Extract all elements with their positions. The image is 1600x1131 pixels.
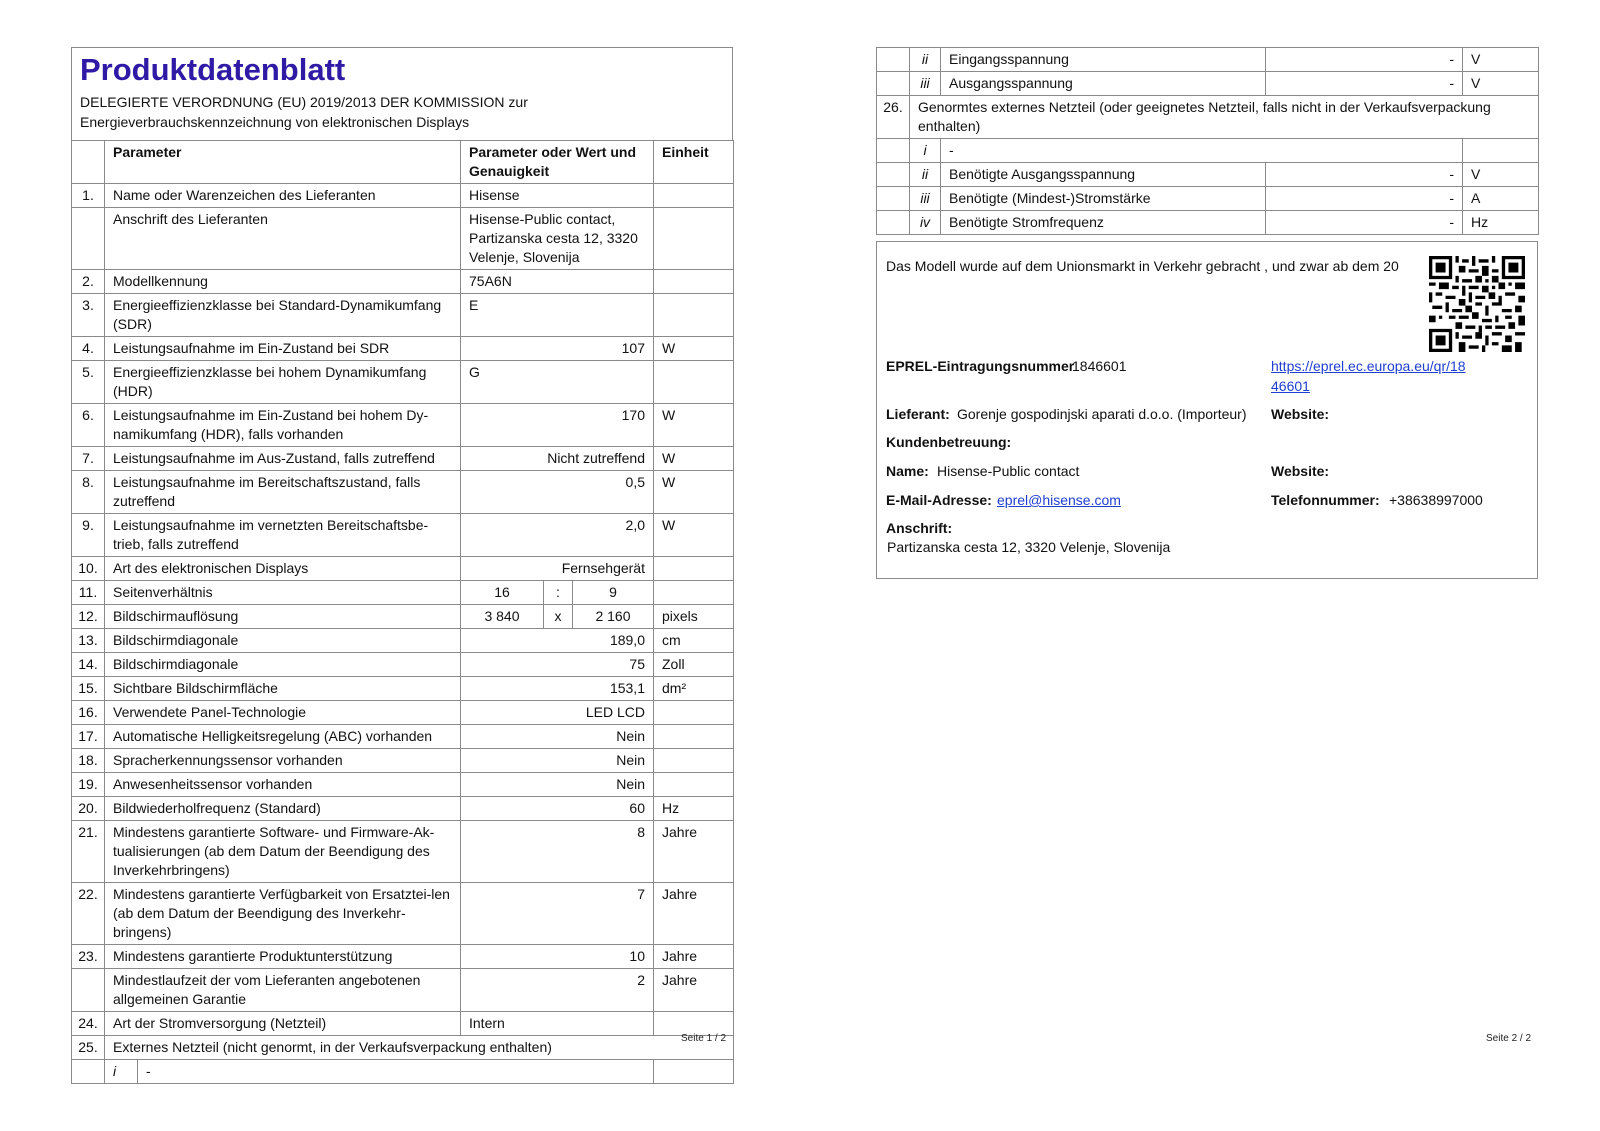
row-value: 75	[461, 653, 654, 677]
row-value: -	[1266, 72, 1463, 96]
row-unit	[654, 749, 734, 773]
row-number: 2.	[72, 270, 105, 294]
row-value: Hisense-Public contact, Partizanska cesta 12, 3320 Velenje, Slovenija	[461, 208, 654, 270]
row-param: Seitenverhältnis	[105, 581, 461, 605]
row-value: LED LCD	[461, 701, 654, 725]
table-row	[72, 471, 734, 514]
row-unit: dm²	[654, 677, 734, 701]
table-row	[72, 677, 734, 701]
resolution-separator: x	[544, 605, 573, 629]
subtitle-line-1: DELEGIERTE VERORDNUNG (EU) 2019/2013 DER KOMMISSION zur	[80, 94, 528, 110]
row-number	[877, 211, 910, 235]
table-row	[72, 749, 734, 773]
row-value: Nein	[461, 773, 654, 797]
row-unit: pixels	[654, 605, 734, 629]
row-number: 13.	[72, 629, 105, 653]
row-value: 107	[461, 337, 654, 361]
aspect-height: 9	[573, 581, 654, 605]
row-number: 4.	[72, 337, 105, 361]
row-value: 2,0	[461, 514, 654, 557]
row-param: Mindestens garantierte Verfügbarkeit von Ersatztei-len (ab dem Datum der Beendigung des Inverkehr-bringens)	[105, 883, 461, 945]
row-number: 7.	[72, 447, 105, 471]
regulation-subtitle	[80, 92, 724, 132]
table-row	[72, 797, 734, 821]
row-unit: W	[654, 404, 734, 447]
phone-value: +38638997000	[1389, 492, 1483, 508]
row-param: Leistungsaufnahme im Ein-Zustand bei SDR	[105, 337, 461, 361]
row-number: 10.	[72, 557, 105, 581]
table-row	[72, 447, 734, 471]
row-param: Modellkennung	[105, 270, 461, 294]
row-number: 24.	[72, 1012, 105, 1036]
sub-index: ii	[910, 163, 941, 187]
table-row	[72, 653, 734, 677]
row-value: 60	[461, 797, 654, 821]
row-param: Benötigte (Mindest-)Stromstärke	[941, 187, 1266, 211]
row-value: Nein	[461, 749, 654, 773]
table-row	[72, 1060, 734, 1084]
row-unit	[654, 581, 734, 605]
eprel-info-box	[876, 241, 1538, 579]
row-param: Leistungsaufnahme im Aus-Zustand, falls zutreffend	[105, 447, 461, 471]
phone-label: Telefonnummer:	[1271, 492, 1380, 508]
row-number: 1.	[72, 184, 105, 208]
row-value: 75A6N	[461, 270, 654, 294]
table-row	[72, 337, 734, 361]
table-row	[877, 187, 1539, 211]
row-value: 0,5	[461, 471, 654, 514]
row-param: Benötigte Stromfrequenz	[941, 211, 1266, 235]
table-row	[72, 1012, 734, 1036]
row-unit: A	[1463, 187, 1539, 211]
website-label-2: Website:	[1271, 463, 1330, 479]
row-unit	[654, 773, 734, 797]
table-row	[72, 514, 734, 557]
row-unit: W	[654, 447, 734, 471]
row-number: 8.	[72, 471, 105, 514]
table-row	[72, 184, 734, 208]
table-row	[72, 581, 734, 605]
row-param: Sichtbare Bildschirmfläche	[105, 677, 461, 701]
row-number	[877, 72, 910, 96]
address-value: Partizanska cesta 12, 3320 Velenje, Slovenija	[887, 539, 1171, 555]
row-unit	[654, 725, 734, 749]
row-unit: V	[1463, 72, 1539, 96]
eprel-number: 1846601	[1072, 358, 1127, 374]
row-number: 22.	[72, 883, 105, 945]
eprel-link-line-1[interactable]: https://eprel.ec.europa.eu/qr/18	[1271, 358, 1466, 374]
row-param: Leistungsaufnahme im vernetzten Bereitschaftsbe-trieb, falls zutreffend	[105, 514, 461, 557]
name-value: Hisense-Public contact	[937, 463, 1080, 479]
row-param: Mindestlaufzeit der vom Lieferanten angebotenen allgemeinen Garantie	[105, 969, 461, 1012]
row-param: -	[138, 1060, 654, 1084]
row-param: Mindestens garantierte Software- und Firmware-Ak-tualisierungen (ab dem Datum der Beendigung des Inverkehrbringens)	[105, 821, 461, 883]
name-label: Name:	[886, 463, 929, 479]
row-number: 11.	[72, 581, 105, 605]
row-number	[72, 1060, 105, 1084]
table-row	[72, 557, 734, 581]
row-param: Genormtes externes Netzteil (oder geeignetes Netzteil, falls nicht in der Verkaufsverpackung enthalten)	[910, 96, 1539, 139]
row-value: -	[1266, 211, 1463, 235]
resolution-width: 3 840	[461, 605, 544, 629]
table-row	[72, 883, 734, 945]
row-number: 25.	[72, 1036, 105, 1060]
row-number: 15.	[72, 677, 105, 701]
row-param: Art der Stromversorgung (Netzteil)	[105, 1012, 461, 1036]
aspect-separator: :	[544, 581, 573, 605]
row-param: Bildschirmdiagonale	[105, 653, 461, 677]
resolution-height: 2 160	[573, 605, 654, 629]
row-value: 8	[461, 821, 654, 883]
row-unit	[654, 701, 734, 725]
sub-index: ii	[910, 48, 941, 72]
table-row	[72, 701, 734, 725]
row-unit	[654, 270, 734, 294]
row-param: Leistungsaufnahme im Bereitschaftszustand, falls zutreffend	[105, 471, 461, 514]
row-number	[877, 48, 910, 72]
row-unit	[1463, 139, 1539, 163]
customer-service-label: Kundenbetreuung:	[886, 434, 1012, 450]
row-number	[72, 969, 105, 1012]
table-row	[72, 605, 734, 629]
table-header-row	[72, 141, 734, 184]
table-row	[877, 96, 1539, 139]
supplier-value: Gorenje gospodinjski aparati d.o.o. (Importeur)	[957, 406, 1247, 422]
row-unit: Jahre	[654, 945, 734, 969]
qr-code-icon[interactable]	[1429, 256, 1525, 352]
row-number: 5.	[72, 361, 105, 404]
table-row	[72, 821, 734, 883]
row-param: Anwesenheitssensor vorhanden	[105, 773, 461, 797]
page-footer-1: Seite 1 / 2	[681, 1033, 727, 1044]
row-value: 2	[461, 969, 654, 1012]
page-title: Produktdatenblatt	[80, 52, 346, 87]
row-value: E	[461, 294, 654, 337]
eprel-link[interactable]	[1271, 356, 1466, 396]
row-number: 26.	[877, 96, 910, 139]
row-number	[72, 208, 105, 270]
row-number: 14.	[72, 653, 105, 677]
table-row	[72, 969, 734, 1012]
power-supply-table	[876, 47, 1539, 235]
row-value: 189,0	[461, 629, 654, 653]
sub-index: i	[910, 139, 941, 163]
table-row	[72, 270, 734, 294]
row-number: 3.	[72, 294, 105, 337]
row-number: 20.	[72, 797, 105, 821]
row-value: 10	[461, 945, 654, 969]
row-param: Anschrift des Lieferanten	[105, 208, 461, 270]
row-param: Art des elektronischen Displays	[105, 557, 461, 581]
row-number: 21.	[72, 821, 105, 883]
row-unit	[654, 557, 734, 581]
row-number: 17.	[72, 725, 105, 749]
subtitle-line-2: Energieverbrauchskennzeichnung von elektronischen Displays	[80, 114, 470, 130]
row-param: Bildwiederholfrequenz (Standard)	[105, 797, 461, 821]
page-2	[876, 47, 1538, 235]
sub-index: iv	[910, 211, 941, 235]
supplier-label: Lieferant:	[886, 406, 950, 422]
row-unit: Hz	[1463, 211, 1539, 235]
sub-index: iii	[910, 187, 941, 211]
eprel-label: EPREL-Eintragungsnummer	[886, 358, 1075, 374]
table-row	[877, 163, 1539, 187]
row-unit: Jahre	[654, 883, 734, 945]
row-param: Verwendete Panel-Technologie	[105, 701, 461, 725]
row-unit	[654, 208, 734, 270]
table-row	[72, 361, 734, 404]
row-value: Nicht zutreffend	[461, 447, 654, 471]
row-number: 19.	[72, 773, 105, 797]
row-unit: W	[654, 514, 734, 557]
row-unit: Jahre	[654, 969, 734, 1012]
page-1	[71, 47, 733, 1084]
row-number: 6.	[72, 404, 105, 447]
table-row	[72, 294, 734, 337]
row-unit: cm	[654, 629, 734, 653]
row-number: 16.	[72, 701, 105, 725]
row-value: 170	[461, 404, 654, 447]
row-param: Spracherkennungssensor vorhanden	[105, 749, 461, 773]
table-row	[877, 72, 1539, 96]
table-row	[72, 945, 734, 969]
row-number: 18.	[72, 749, 105, 773]
header-unit: Einheit	[654, 141, 734, 184]
row-value: -	[1266, 48, 1463, 72]
product-data-table	[71, 140, 734, 1084]
row-number: 9.	[72, 514, 105, 557]
eprel-link-line-2[interactable]: 46601	[1271, 378, 1310, 394]
row-unit	[654, 184, 734, 208]
row-unit: V	[1463, 48, 1539, 72]
table-row	[72, 773, 734, 797]
row-value: G	[461, 361, 654, 404]
row-unit	[654, 1012, 734, 1036]
table-row	[877, 48, 1539, 72]
row-param: Bildschirmauflösung	[105, 605, 461, 629]
table-row	[72, 404, 734, 447]
sheet-header	[71, 47, 733, 140]
row-value: 153,1	[461, 677, 654, 701]
row-number	[877, 187, 910, 211]
row-param: Energieeffizienzklasse bei Standard-Dynamikumfang (SDR)	[105, 294, 461, 337]
table-row	[877, 211, 1539, 235]
row-param: Leistungsaufnahme im Ein-Zustand bei hohem Dy-namikumfang (HDR), falls vorhanden	[105, 404, 461, 447]
row-param: Automatische Helligkeitsregelung (ABC) vorhanden	[105, 725, 461, 749]
table-row	[877, 139, 1539, 163]
row-number	[877, 139, 910, 163]
table-row	[72, 629, 734, 653]
row-value: Nein	[461, 725, 654, 749]
row-number: 23.	[72, 945, 105, 969]
row-unit: W	[654, 337, 734, 361]
table-row	[72, 725, 734, 749]
row-unit: Jahre	[654, 821, 734, 883]
row-value: 7	[461, 883, 654, 945]
row-value: -	[1266, 163, 1463, 187]
address-label: Anschrift:	[886, 520, 953, 536]
row-unit: Hz	[654, 797, 734, 821]
market-date-text: Das Modell wurde auf dem Unionsmarkt in Verkehr gebracht , und zwar ab dem 20	[886, 258, 1399, 274]
aspect-width: 16	[461, 581, 544, 605]
row-param: Bildschirmdiagonale	[105, 629, 461, 653]
row-unit	[654, 294, 734, 337]
sub-index: i	[105, 1060, 138, 1084]
row-value: -	[1266, 187, 1463, 211]
row-param: Mindestens garantierte Produktunterstützung	[105, 945, 461, 969]
row-param: Energieeffizienzklasse bei hohem Dynamikumfang (HDR)	[105, 361, 461, 404]
row-value: Intern	[461, 1012, 654, 1036]
table-row	[72, 208, 734, 270]
row-param: Benötigte Ausgangsspannung	[941, 163, 1266, 187]
table-row	[72, 1036, 734, 1060]
row-param: -	[941, 139, 1463, 163]
header-param: Parameter	[105, 141, 461, 184]
header-value: Parameter oder Wert und Genauigkeit	[461, 141, 654, 184]
row-unit: Zoll	[654, 653, 734, 677]
website-label: Website:	[1271, 406, 1330, 422]
row-unit	[654, 1060, 734, 1084]
row-unit: W	[654, 471, 734, 514]
row-value: Hisense	[461, 184, 654, 208]
page-footer-2: Seite 2 / 2	[1486, 1033, 1532, 1044]
row-param: Name oder Warenzeichen des Lieferanten	[105, 184, 461, 208]
row-unit: V	[1463, 163, 1539, 187]
email-link[interactable]: eprel@hisense.com	[997, 492, 1121, 508]
sub-index: iii	[910, 72, 941, 96]
row-value: Fernsehgerät	[461, 557, 654, 581]
header-num	[72, 141, 105, 184]
row-param: Ausgangsspannung	[941, 72, 1266, 96]
row-number	[877, 163, 910, 187]
email-label: E-Mail-Adresse:	[886, 492, 992, 508]
row-param: Externes Netzteil (nicht genormt, in der Verkaufsverpackung enthalten)	[105, 1036, 734, 1060]
row-param: Eingangsspannung	[941, 48, 1266, 72]
row-unit	[654, 361, 734, 404]
row-number: 12.	[72, 605, 105, 629]
